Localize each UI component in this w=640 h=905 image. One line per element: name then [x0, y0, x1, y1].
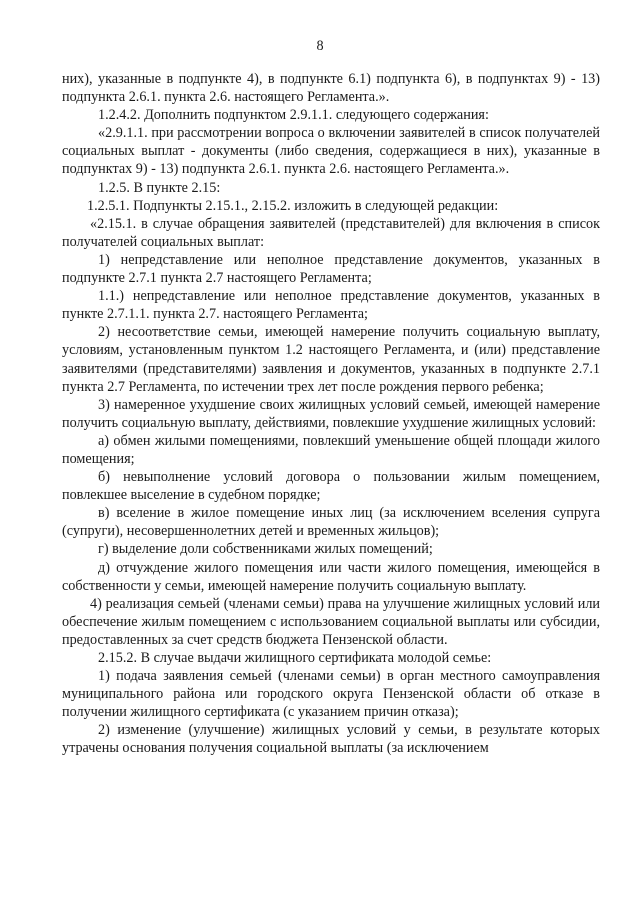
list-item-2-15-2-2: 2) изменение (улучшение) жилищных условий у семьи, в результате которых утрачены основания получения социальной выплаты (за исключением [62, 722, 600, 757]
list-item-1-1: 1.1.) непредставление или неполное представление документов, указанных в пункте 2.7.1.1. пункта 2.7. настоящего Регламента; [62, 288, 600, 323]
list-item-2-15-2-1: 1) подача заявления семьей (членами семьи) в орган местного самоуправления муниципального района или городского округа Пензенской области об отказе в получении жилищного сертификата (с указанием причин отказа); [62, 668, 600, 721]
paragraph-1-2-5: 1.2.5. В пункте 2.15: [98, 179, 221, 196]
list-item-3-d: д) отчуждение жилого помещения или части жилого помещения, имеющейся в собственности у семьи, имеющей намерение получить социальную выплату. [62, 559, 600, 594]
list-item-3: 3) намеренное ухудшение своих жилищных условий семьей, имеющей намерение получить социальную выплату, действиями, повлекшие ухудшение жилищных условий: [62, 396, 600, 431]
paragraph-1-2-4-2: 1.2.4.2. Дополнить подпунктом 2.9.1.1. следующего содержания: [98, 107, 489, 124]
list-item-3-b: б) невыполнение условий договора о пользовании жилым помещением, повлекшее выселение в судебном порядке; [62, 469, 600, 504]
paragraph-2-15-1: «2.15.1. в случае обращения заявителей (представителей) для включения в список получателей социальных выплат: [62, 215, 600, 250]
list-item-4: 4) реализация семьей (членами семьи) права на улучшение жилищных условий или обеспечение жилым помещением с использованием социальной выплаты или субсидии, предоставленных за счет средств бюджета Пензенской области. [62, 595, 600, 648]
list-item-1: 1) непредставление или неполное представление документов, указанных в подпункте 2.7.1 пункта 2.7 настоящего Регламента; [62, 251, 600, 287]
page-number: 8 [316, 38, 324, 54]
paragraph-2-15-2: 2.15.2. В случае выдачи жилищного сертификата молодой семье: [98, 650, 492, 666]
document-body [62, 70, 600, 758]
list-item-3-a: а) обмен жилыми помещениями, повлекший уменьшение общей площади жилого помещения; [62, 432, 600, 467]
paragraph-continuation: них), указанные в подпункте 4), в подпункте 6.1) подпункта 6), в подпунктах 9) - 13) подпункта 2.6.1. пункта 2.6. настоящего Регламента.». [62, 71, 600, 106]
list-item-3-v: в) вселение в жилое помещение иных лиц (за исключением вселения супруга (супруги), несовершеннолетних детей и временных жильцов); [62, 505, 600, 540]
list-item-3-g: г) выделение доли собственниками жилых помещений; [98, 541, 433, 558]
paragraph-2-9-1-1: «2.9.1.1. при рассмотрении вопроса о включении заявителей в список получателей социальных выплат - документы (либо сведения, содержащиеся в них), указанные в подпунктах 9) - 13) подпункта 2.6.1. пункта 2.6. настоящего Регламента.». [62, 125, 600, 178]
list-item-2: 2) несоответствие семьи, имеющей намерение получить социальную выплату, условиям, установленным пунктом 1.2 настоящего Регламента, и (или) представление заявителями (представителями) заявления и документов, указанных в подпункте 2.7.1 пункта 2.7 Регламента, по истечении трех лет после рождения первого ребенка; [62, 324, 600, 395]
paragraph-1-2-5-1: 1.2.5.1. Подпункты 2.15.1., 2.15.2. изложить в следующей редакции: [87, 197, 499, 214]
